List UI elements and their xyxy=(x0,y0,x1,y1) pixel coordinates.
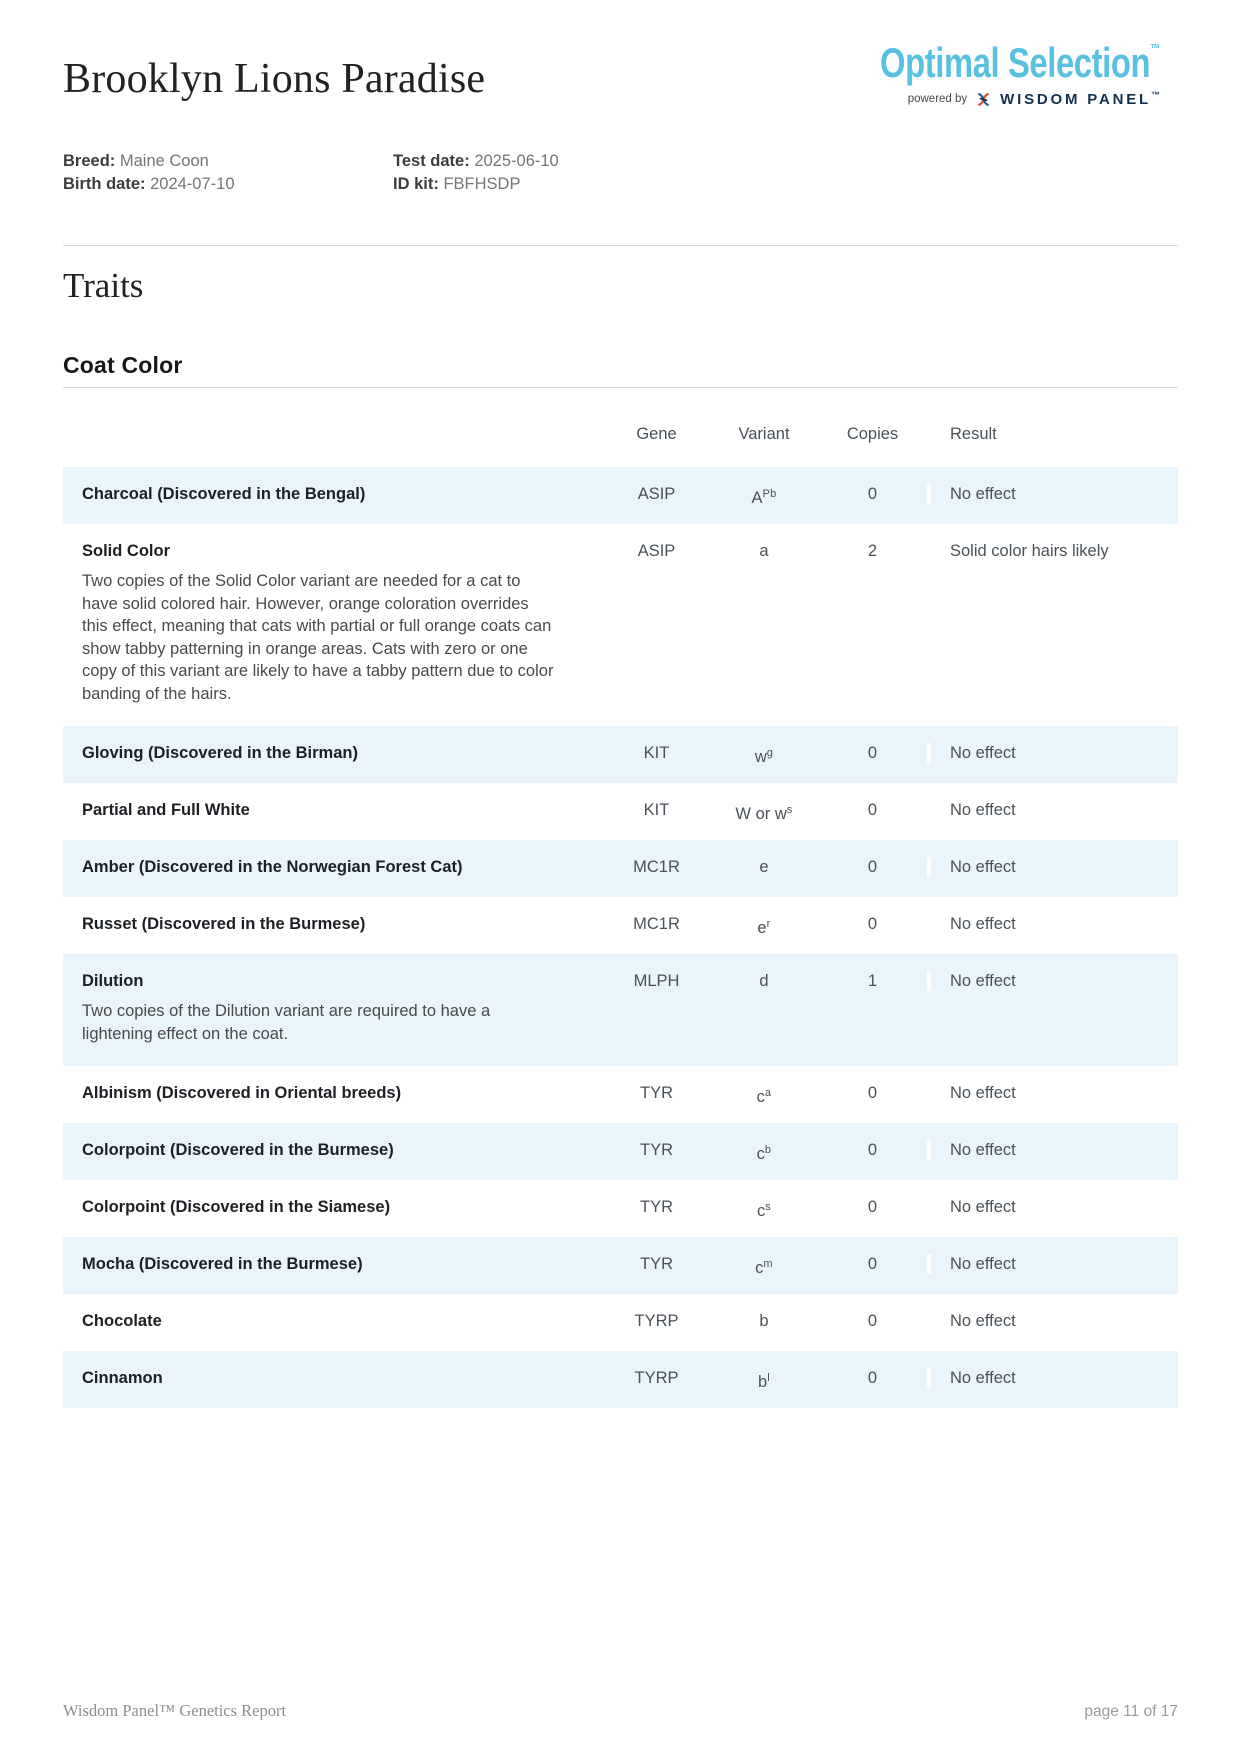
variant-base: c xyxy=(755,1259,764,1277)
trait-name: Russet (Discovered in the Burmese) xyxy=(82,915,366,933)
gene-value: TYRP xyxy=(634,1369,679,1387)
coat-color-heading: Coat Color xyxy=(63,352,183,378)
copies-value: 0 xyxy=(867,744,878,762)
page-title: Brooklyn Lions Paradise xyxy=(63,56,486,102)
variant-value xyxy=(710,484,818,508)
result-value: No effect xyxy=(927,484,1178,504)
table-row xyxy=(63,524,1178,726)
variant-base: W or w xyxy=(735,805,787,823)
variant-value xyxy=(710,541,818,561)
wisdom-panel-logo xyxy=(1000,90,1160,108)
trait-name: Charcoal (Discovered in the Bengal) xyxy=(82,485,366,503)
gene-value: MC1R xyxy=(633,858,680,876)
variant-superscript: r xyxy=(766,918,771,930)
trait-name: Gloving (Discovered in the Birman) xyxy=(82,744,358,762)
variant-base: w xyxy=(754,748,767,766)
trait-cell xyxy=(63,541,603,726)
powered-by-row xyxy=(801,90,1160,108)
variant-base: b xyxy=(758,1373,768,1391)
trait-cell xyxy=(63,857,603,877)
variant-superscript: Pb xyxy=(762,488,777,500)
variant-superscript: s xyxy=(786,804,793,816)
column-header-result: Result xyxy=(950,425,997,443)
result-value: No effect xyxy=(927,800,1178,820)
copies-value: 0 xyxy=(867,915,878,933)
variant-base: e xyxy=(759,858,769,876)
trait-cell xyxy=(63,484,603,504)
birth-date-line xyxy=(63,173,393,196)
gene-value: TYR xyxy=(640,1141,673,1159)
copies-value: 1 xyxy=(867,972,878,990)
trait-name: Amber (Discovered in the Norwegian Forest Cat) xyxy=(82,858,463,876)
birth-date-value: 2024-07-10 xyxy=(150,175,235,193)
variant-value xyxy=(710,1083,818,1107)
gene-value: KIT xyxy=(643,744,670,762)
variant-value xyxy=(710,743,818,767)
header-divider xyxy=(63,245,1178,246)
gene-value: ASIP xyxy=(637,485,676,503)
copies-value: 2 xyxy=(867,542,878,560)
table-row xyxy=(63,897,1178,954)
traits-section-heading: Traits xyxy=(63,266,144,305)
test-date-line xyxy=(393,150,559,173)
id-kit-value: FBFHSDP xyxy=(443,175,521,193)
result-value: No effect xyxy=(927,1254,1178,1274)
gene-value: ASIP xyxy=(637,542,676,560)
trait-name: Partial and Full White xyxy=(82,801,250,819)
variant-base: A xyxy=(751,489,763,507)
partner-name: WISDOM PANEL xyxy=(1000,91,1151,108)
trait-name: Chocolate xyxy=(82,1312,162,1330)
coat-color-divider xyxy=(63,387,1178,388)
gene-value: MLPH xyxy=(633,972,680,990)
table-row xyxy=(63,1294,1178,1351)
result-value: No effect xyxy=(927,1083,1178,1103)
footer-report-name: Wisdom Panel™ Genetics Report xyxy=(63,1701,287,1720)
copies-value: 0 xyxy=(867,1198,878,1216)
report-page xyxy=(63,0,1178,1756)
trait-cell xyxy=(63,1368,603,1388)
breed-line xyxy=(63,150,393,173)
pet-info-left-column xyxy=(63,150,393,196)
brand-logo xyxy=(801,39,1160,108)
copies-value: 0 xyxy=(867,1141,878,1159)
table-row xyxy=(63,1066,1178,1123)
result-value: No effect xyxy=(927,971,1178,991)
coat-color-table-body xyxy=(63,467,1178,1408)
pet-info-right-column xyxy=(393,150,559,196)
gene-value: TYRP xyxy=(634,1312,679,1330)
copies-value: 0 xyxy=(867,801,878,819)
column-header-copies: Copies xyxy=(846,425,899,443)
variant-base: e xyxy=(757,919,767,937)
copies-value: 0 xyxy=(867,485,878,503)
variant-base: c xyxy=(756,1145,765,1163)
breed-value: Maine Coon xyxy=(119,152,209,170)
trait-cell xyxy=(63,743,603,763)
result-value: No effect xyxy=(927,1140,1178,1160)
dna-helix-icon xyxy=(975,91,992,108)
gene-value: TYR xyxy=(640,1255,673,1273)
variant-value xyxy=(710,1368,818,1392)
gene-value: TYR xyxy=(640,1084,673,1102)
result-value: Solid color hairs likely xyxy=(927,541,1178,561)
trait-cell xyxy=(63,1140,603,1160)
table-row xyxy=(63,1237,1178,1294)
trait-name: Dilution xyxy=(82,972,144,990)
trait-cell xyxy=(63,1083,603,1103)
copies-value: 0 xyxy=(867,1255,878,1273)
variant-value xyxy=(710,914,818,938)
trait-cell xyxy=(63,971,603,1066)
trait-description: Two copies of the Dilution variant are required to have a lightening effect on the coat. xyxy=(82,1002,491,1043)
result-value: No effect xyxy=(927,1197,1178,1217)
table-row xyxy=(63,1123,1178,1180)
brand-name: Optimal Selection xyxy=(879,39,1150,86)
trait-name: Solid Color xyxy=(82,542,170,560)
variant-superscript: b xyxy=(764,1144,772,1156)
variant-superscript: g xyxy=(766,747,774,759)
variant-value xyxy=(710,1254,818,1278)
optimal-selection-logo xyxy=(879,39,1160,86)
table-header-row xyxy=(63,424,1178,444)
variant-base: c xyxy=(756,1202,766,1220)
variant-superscript: m xyxy=(763,1258,773,1270)
variant-superscript: a xyxy=(764,1087,772,1099)
copies-value: 0 xyxy=(867,858,878,876)
result-value: No effect xyxy=(927,1368,1178,1388)
breed-label: Breed: xyxy=(63,152,116,170)
trait-cell xyxy=(63,1197,603,1217)
trait-name: Colorpoint (Discovered in the Burmese) xyxy=(82,1141,394,1159)
trait-name: Cinnamon xyxy=(82,1369,163,1387)
result-value: No effect xyxy=(927,743,1178,763)
variant-value xyxy=(710,971,818,991)
trait-cell xyxy=(63,1254,603,1274)
table-row xyxy=(63,1351,1178,1408)
column-header-variant: Variant xyxy=(738,425,790,443)
variant-base: b xyxy=(759,1312,769,1330)
result-value: No effect xyxy=(927,857,1178,877)
test-date-value: 2025-06-10 xyxy=(474,152,559,170)
variant-value xyxy=(710,800,818,824)
pet-info xyxy=(63,150,559,196)
variant-superscript: l xyxy=(767,1372,770,1384)
table-row xyxy=(63,783,1178,840)
variant-base: a xyxy=(759,542,769,560)
copies-value: 0 xyxy=(867,1312,878,1330)
brand-trademark: ™ xyxy=(1149,41,1160,56)
gene-value: MC1R xyxy=(633,915,680,933)
copies-value: 0 xyxy=(867,1084,878,1102)
trait-cell xyxy=(63,914,603,934)
id-kit-label: ID kit: xyxy=(393,175,439,193)
variant-value xyxy=(710,857,818,877)
result-value: No effect xyxy=(927,914,1178,934)
trait-name: Mocha (Discovered in the Burmese) xyxy=(82,1255,363,1273)
gene-value: KIT xyxy=(643,801,670,819)
column-header-gene: Gene xyxy=(636,425,677,443)
partner-trademark: ™ xyxy=(1151,90,1160,100)
table-row xyxy=(63,840,1178,897)
birth-date-label: Birth date: xyxy=(63,175,146,193)
trait-cell xyxy=(63,800,603,820)
variant-value xyxy=(710,1197,818,1221)
trait-description: Two copies of the Solid Color variant are needed for a cat to have solid colored hair. However, orange coloration overrides this effect, meaning that cats with partial or full orange coats can show tabby patterning in orange areas. Cats with zero or one copy of this variant are likely to have a tabby pattern due to color banding of the hairs. xyxy=(82,572,554,703)
test-date-label: Test date: xyxy=(393,152,470,170)
variant-base: c xyxy=(756,1088,765,1106)
trait-cell xyxy=(63,1311,603,1331)
variant-base: d xyxy=(759,972,769,990)
variant-superscript: s xyxy=(765,1201,772,1213)
result-value: No effect xyxy=(927,1311,1178,1331)
powered-by-label: powered by xyxy=(907,93,968,105)
footer-page-number: page 11 of 17 xyxy=(1084,1703,1178,1720)
table-row xyxy=(63,467,1178,524)
page-footer xyxy=(63,1701,1178,1721)
variant-value xyxy=(710,1140,818,1164)
trait-name: Albinism (Discovered in Oriental breeds) xyxy=(82,1084,402,1102)
gene-value: TYR xyxy=(640,1198,673,1216)
id-kit-line xyxy=(393,173,559,196)
table-row xyxy=(63,1180,1178,1237)
table-row xyxy=(63,954,1178,1066)
variant-value xyxy=(710,1311,818,1331)
trait-name: Colorpoint (Discovered in the Siamese) xyxy=(82,1198,391,1216)
copies-value: 0 xyxy=(867,1369,878,1387)
table-row xyxy=(63,726,1178,783)
